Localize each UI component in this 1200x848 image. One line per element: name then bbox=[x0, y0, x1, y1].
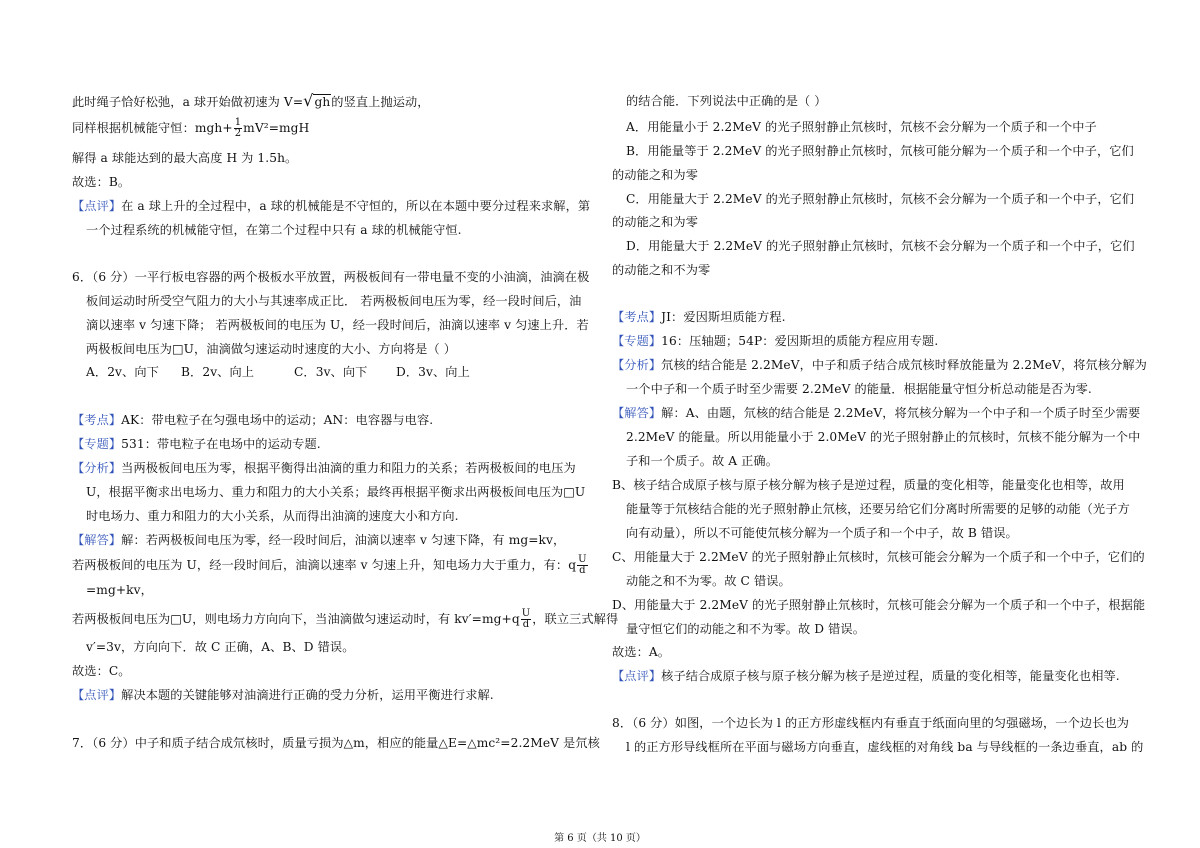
line: 子和一个质子。故 A 正确。 bbox=[626, 454, 779, 468]
option-b: B．用能量等于 2.2MeV 的光子照射静止氘核时，氘核可能分解为一个质子和一个中子，它们 bbox=[626, 144, 1134, 158]
line: v′=3v，方向向下．故 C 正确，A、B、D 错误。 bbox=[86, 640, 355, 654]
line: 一个中子和一个质子时至少需要 2.2MeV 的能量．根据能量守恒分析总动能是否为零. bbox=[626, 382, 1092, 396]
line: 的动能之和为零 bbox=[612, 168, 699, 182]
option-c: C．用能量大于 2.2MeV 的光子照射静止氘核时，氘核不会分解为一个质子和一个中子，它们 bbox=[626, 192, 1135, 206]
fenxi-line: 【分析】氘核的结合能是 2.2MeV，中子和质子结合成氘核时释放能量为 2.2MeV，将氘核分解为 bbox=[612, 358, 1147, 372]
line: 若两极板间的电压为 U，经一段时间后，油滴以速率 v 匀速上升，知电场力大于重力，有：q $\frac{U}{d}$ bbox=[72, 554, 587, 576]
line: 向有动量），所以不可能使氘核分解为一个质子和一个中子，故 B 错误。 bbox=[626, 526, 1018, 540]
question-line: 两极板间电压为□U，油滴做匀速运动时速度的大小、方向将是（ ） bbox=[86, 342, 457, 356]
option-a: A．2v、向下 bbox=[86, 365, 159, 379]
line: 一个过程系统的机械能守恒，在第二个过程中只有 a 球的机械能守恒. bbox=[86, 223, 462, 237]
comment-line: 【点评】在 a 球上升的全过程中，a 球的机械能是不守恒的，所以在本题中要分过程来求解，第 bbox=[72, 199, 591, 213]
line: 故选：B。 bbox=[72, 175, 131, 189]
zhuanti-line: 【专题】531：带电粒子在电场中的运动专题. bbox=[72, 437, 321, 451]
option-d: D．3v、向上 bbox=[396, 365, 470, 379]
fraction: $\frac{U}{d}$ bbox=[578, 554, 587, 576]
comment-line: 【点评】解决本题的关键能够对油滴进行正确的受力分析，运用平衡进行求解. bbox=[72, 688, 494, 702]
line: 动能之和不为零。故 C 错误。 bbox=[626, 574, 791, 588]
question-line: 滴以速率 v 匀速下降； 若两极板间的电压为 U，经一段时间后，油滴以速率 v 匀速上升．若 bbox=[86, 318, 589, 332]
page-footer: 第 6 页（共 10 页） bbox=[554, 833, 646, 844]
option-d: D．用能量大于 2.2MeV 的光子照射静止氘核时，氘核不会分解为一个质子和一个中子，它们 bbox=[626, 239, 1135, 253]
line: 若两极板间电压为□U，则电场力方向向下，当油滴做匀速运动时，有 kv′=mg+q $\frac{U}{d}$ ，联立三式解得 bbox=[72, 608, 619, 630]
line: D、用能量大于 2.2MeV 的光子照射静止氘核时，氘核可能会分解为一个质子和一个中子，根据能 bbox=[612, 598, 1146, 612]
question-line: 6．（6 分）一平行板电容器的两个极板水平放置，两极板间有一带电量不变的小油滴，油滴在极 bbox=[72, 270, 590, 284]
fraction: $\frac{U}{d}$ bbox=[521, 608, 531, 630]
question-line: l 的正方形导线框所在平面与磁场方向垂直，虚线框的对角线 ba 与导线框的一条边垂直，ab 的 bbox=[626, 740, 1144, 754]
line: 同样根据机械能守恒：mgh+ $\frac{1}{2}$ mV²=mgH bbox=[72, 117, 310, 139]
question-line: 8．（6 分）如图，一个边长为 l 的正方形虚线框内有垂直于纸面向里的匀强磁场，一个边长也为 bbox=[612, 716, 1130, 730]
option-a: A．用能量小于 2.2MeV 的光子照射静止氘核时，氘核不会分解为一个质子和一个中子 bbox=[626, 120, 1097, 134]
line: 故选：C。 bbox=[72, 664, 131, 678]
line: 能量等于氘核结合能的光子照射静止氘核，还要另给它们分离时所需要的足够的动能（光子方 bbox=[626, 502, 1130, 516]
fenxi-line: 【分析】当两极板间电压为零，根据平衡得出油滴的重力和阻力的关系；若两极板间的电压为 bbox=[72, 461, 576, 475]
line: =mg+kv， bbox=[86, 583, 153, 597]
line: 2.2MeV 的能量。所以用能量小于 2.0MeV 的光子照射静止的氘核时，氘核不能分解为一个中 bbox=[626, 430, 1141, 444]
line: 时电场力、重力和阻力的大小关系，从而得出油滴的速度大小和方向. bbox=[86, 509, 459, 523]
kaodian-line: 【考点】AK：带电粒子在匀强电场中的运动；AN：电容器与电容. bbox=[72, 413, 434, 427]
question-line: 板间运动时所受空气阻力的大小与其速率成正比． 若两极板间电压为零，经一段时间后，油 bbox=[86, 294, 582, 308]
jieda-line: 【解答】解：A、由题，氘核的结合能是 2.2MeV，将氘核分解为一个中子和一个质子时至少需要 bbox=[612, 406, 1141, 420]
option-c: C．3v、向下 bbox=[294, 365, 368, 379]
line: B、核子结合成原子核与原子核分解为核子是逆过程，质量的变化相等，能量变化也相等，故用 bbox=[612, 478, 1125, 492]
fraction: $\frac{1}{2}$ bbox=[234, 117, 242, 139]
kaodian-line: 【考点】JI：爱因斯坦质能方程. bbox=[612, 310, 786, 324]
jieda-line: 【解答】解：若两极板间电压为零，经一段时间后，油滴以速率 v 匀速下降，有 mg=kv， bbox=[72, 533, 566, 547]
line: C、用能量大于 2.2MeV 的光子照射静止氘核时，氘核可能会分解为一个质子和一个中子，它们的 bbox=[612, 550, 1145, 564]
line: 此时绳子恰好松弛，a 球开始做初速为 V=√gh的竖直上抛运动， bbox=[72, 91, 430, 110]
question-line: 7．（6 分）中子和质子结合成氘核时，质量亏损为△m，相应的能量△E=△mc²=2.2MeV 是氘核 bbox=[72, 736, 600, 750]
zhuanti-line: 【专题】16：压轴题；54P：爱因斯坦的质能方程应用专题. bbox=[612, 334, 939, 348]
comment-line: 【点评】核子结合成原子核与原子核分解为核子是逆过程，质量的变化相等，能量变化也相等. bbox=[612, 669, 1120, 683]
option-b: B．2v、向上 bbox=[181, 365, 255, 379]
line: 故选：A。 bbox=[612, 645, 671, 659]
line: 的结合能．下列说法中正确的是（ ） bbox=[626, 94, 827, 108]
line: 的动能之和为零 bbox=[612, 215, 699, 229]
line: 量守恒它们的动能之和不为零。故 D 错误。 bbox=[626, 622, 865, 636]
line: U，根据平衡求出电场力、重力和阻力的大小关系；最终再根据平衡求出两极板间电压为□U bbox=[86, 485, 586, 499]
line: 解得 a 球能达到的最大高度 H 为 1.5h。 bbox=[72, 151, 298, 165]
line: 的动能之和不为零 bbox=[612, 263, 711, 277]
